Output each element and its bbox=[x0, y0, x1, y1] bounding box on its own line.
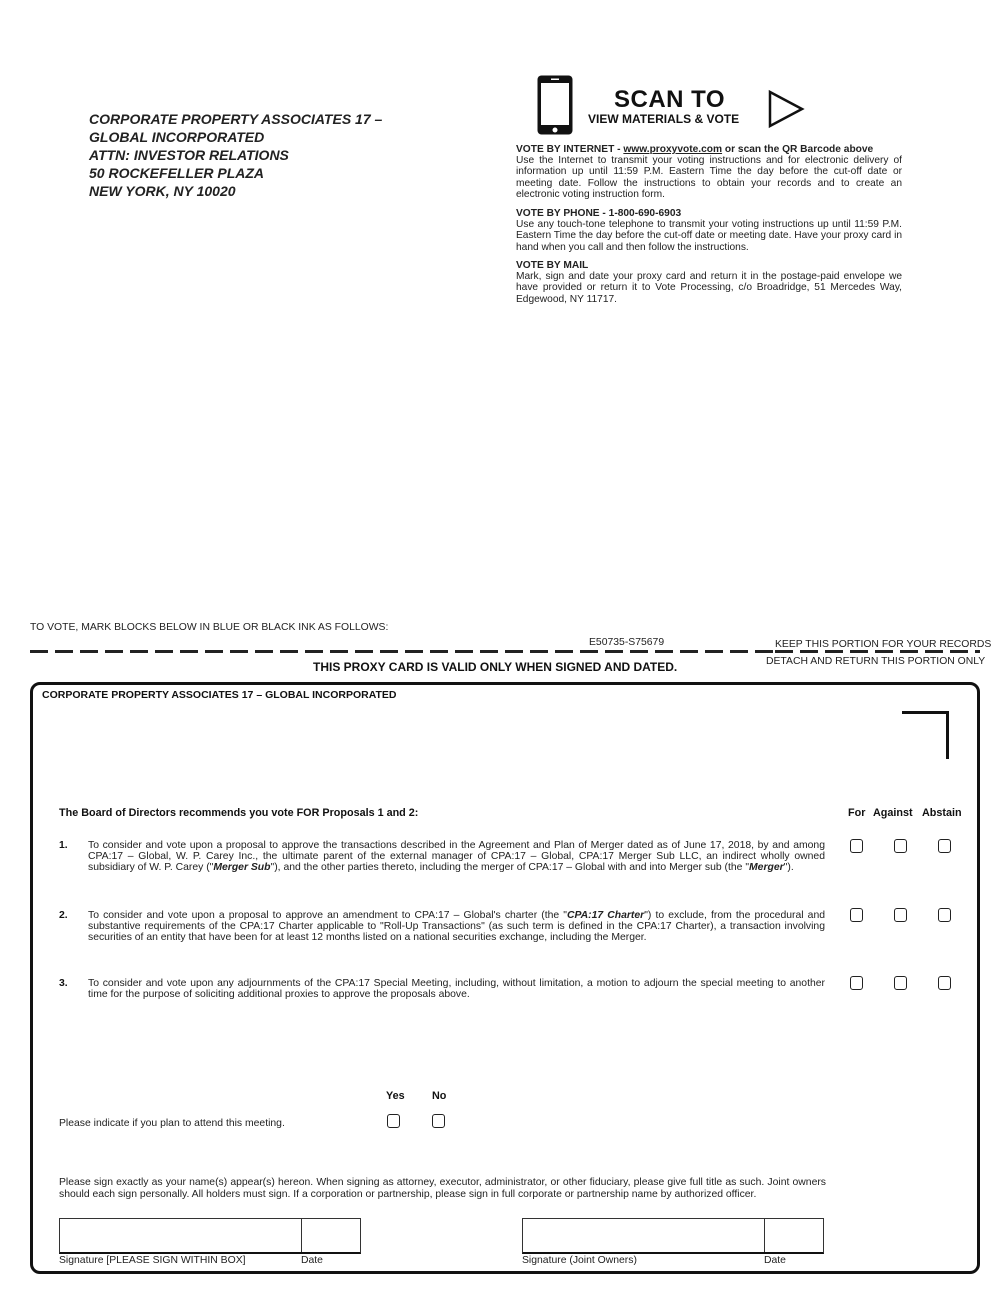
address-line-5: NEW YORK, NY 10020 bbox=[89, 183, 236, 199]
detach-line-right bbox=[775, 650, 980, 653]
registration-corner-mark bbox=[902, 711, 949, 759]
proposal-1-text-b: "), and the other parties thereto, including the merger of CPA:17 – Global with and into Merger sub (the " bbox=[270, 862, 750, 874]
vote-internet-prefix: VOTE BY INTERNET - bbox=[516, 144, 624, 155]
signing-instructions: Please sign exactly as your name(s) appear(s) hereon. When signing as attorney, executor, administrator, or other fiduciary, please give full title as such. Joint owners should each sign personally. All holders must sign. If a corporation or partnership, please sign in full corporate or partnership name by authorized officer. bbox=[59, 1177, 826, 1200]
address-line-2: GLOBAL INCORPORATED bbox=[89, 129, 265, 145]
signature-label: Signature [PLEASE SIGN WITHIN BOX] bbox=[59, 1255, 246, 1266]
proposal-1-for-checkbox[interactable] bbox=[850, 839, 863, 853]
attend-question: Please indicate if you plan to attend this meeting. bbox=[59, 1118, 285, 1129]
proposal-2-text-b: ") to exclude, from the procedural and substantive requirements of the CPA:17 Charter applicable to "Roll-Up Transactions" (as such term is defined in the CPA:17 Charter), a transaction involving securities of an entity that have been for at least 12 months listed on a national securities exchange, including the Merger. bbox=[88, 910, 825, 944]
board-recommendation: The Board of Directors recommends you vote FOR Proposals 1 and 2: bbox=[59, 807, 419, 819]
vote-internet-heading bbox=[516, 144, 902, 155]
vote-internet-suffix: or scan the QR Barcode above bbox=[722, 144, 874, 155]
vote-mail-body: Mark, sign and date your proxy card and return it in the postage-paid envelope we have provided or return it to Vote Processing, c/o Broadridge, 51 Mercedes Way, Edgewood, NY 11717. bbox=[516, 271, 902, 305]
proposal-2-abstain-checkbox[interactable] bbox=[938, 908, 951, 922]
proposal-3-abstain-checkbox[interactable] bbox=[938, 976, 951, 990]
proposal-1-abstain-checkbox[interactable] bbox=[938, 839, 951, 853]
document-id: E50735-S75679 bbox=[589, 637, 665, 648]
address-line-3: ATTN: INVESTOR RELATIONS bbox=[89, 147, 289, 163]
proposal-1-against-checkbox[interactable] bbox=[894, 839, 907, 853]
mark-instruction: TO VOTE, MARK BLOCKS BELOW IN BLUE OR BLACK INK AS FOLLOWS: bbox=[30, 622, 389, 633]
vote-mail-section bbox=[516, 260, 902, 305]
proposal-2-text-a: To consider and vote upon a proposal to approve an amendment to CPA:17 – Global's charter (the " bbox=[88, 910, 567, 921]
proposal-3-number: 3. bbox=[59, 978, 68, 989]
proxyvote-link[interactable]: www.proxyvote.com bbox=[623, 144, 723, 155]
attend-yes-label: Yes bbox=[386, 1090, 405, 1102]
keep-portion-text: KEEP THIS PORTION FOR YOUR RECORDS bbox=[775, 639, 992, 650]
proposal-1-number: 1. bbox=[59, 840, 68, 851]
joint-signature-box[interactable] bbox=[522, 1218, 824, 1254]
proposal-2-em-charter: CPA:17 Charter bbox=[566, 910, 645, 921]
joint-date-label: Date bbox=[764, 1255, 786, 1266]
play-arrow-icon bbox=[767, 89, 805, 129]
proposal-1-text-a: To consider and vote upon a proposal to approve the transactions described in the Agreement and Plan of Merger dated as of June 17, 2018, by and among CPA:17 – Global, W. P. Carey Inc., the ultimate parent of the external manager of CPA:17 – Global, CPA:17 Merger Sub LLC, an indirect wholly owned subsidiary of W. P. Carey (" bbox=[88, 840, 825, 874]
proposal-1-em-merger: Merger bbox=[749, 862, 784, 874]
vote-mail-heading: VOTE BY MAIL bbox=[516, 260, 589, 271]
card-company-name: CORPORATE PROPERTY ASSOCIATES 17 – GLOBAL INCORPORATED bbox=[42, 689, 397, 701]
attend-no-checkbox[interactable] bbox=[432, 1114, 445, 1128]
attend-no-label: No bbox=[432, 1090, 447, 1102]
proposal-2-for-checkbox[interactable] bbox=[850, 908, 863, 922]
proposal-2-against-checkbox[interactable] bbox=[894, 908, 907, 922]
vote-phone-body: Use any touch-tone telephone to transmit your voting instructions up until 11:59 P.M. Eastern Time the day before the cut-off date or meeting date. Have your proxy card in hand when you call and then follow the instructions. bbox=[516, 219, 902, 253]
detach-line bbox=[30, 650, 775, 653]
joint-signature-label: Signature (Joint Owners) bbox=[522, 1255, 637, 1266]
proposal-1-text-c: "). bbox=[783, 862, 794, 874]
signature-date-divider bbox=[301, 1219, 302, 1252]
proposal-1-text bbox=[88, 840, 825, 874]
detach-portion-text: DETACH AND RETURN THIS PORTION ONLY bbox=[766, 656, 986, 667]
vote-phone-heading: VOTE BY PHONE - 1-800-690-6903 bbox=[516, 208, 682, 219]
vote-internet-body: Use the Internet to transmit your voting instructions and for electronic delivery of information up until 11:59 P.M. Eastern Time the day before the cut-off date or meeting date. Follow the instructions to obtain your records and to create an electronic voting instruction form. bbox=[516, 155, 902, 200]
address-line-1: CORPORATE PROPERTY ASSOCIATES 17 – bbox=[89, 111, 383, 127]
address-line-4: 50 ROCKEFELLER PLAZA bbox=[89, 165, 265, 181]
signature-box[interactable] bbox=[59, 1218, 361, 1254]
proposal-1-em-merger-sub: Merger Sub bbox=[213, 862, 271, 874]
valid-notice: THIS PROXY CARD IS VALID ONLY WHEN SIGNED AND DATED. bbox=[313, 660, 678, 674]
proposal-3-against-checkbox[interactable] bbox=[894, 976, 907, 990]
scan-subtitle: VIEW MATERIALS & VOTE bbox=[588, 112, 740, 126]
scan-title: SCAN TO bbox=[614, 86, 726, 113]
column-for: For bbox=[848, 807, 866, 819]
vote-phone-section bbox=[516, 208, 902, 253]
proposal-2-number: 2. bbox=[59, 910, 68, 921]
smartphone-icon bbox=[536, 74, 574, 136]
proposal-2-text bbox=[88, 910, 825, 944]
signature-date-label: Date bbox=[301, 1255, 323, 1266]
column-against: Against bbox=[873, 807, 913, 819]
column-abstain: Abstain bbox=[922, 807, 962, 819]
attend-yes-checkbox[interactable] bbox=[387, 1114, 400, 1128]
proposal-3-for-checkbox[interactable] bbox=[850, 976, 863, 990]
joint-date-divider bbox=[764, 1219, 765, 1252]
return-address bbox=[89, 110, 382, 200]
proposal-3-text: To consider and vote upon any adjournments of the CPA:17 Special Meeting, including, without limitation, a motion to adjourn the special meeting to another time for the purpose of soliciting additional proxies to approve the proposals above. bbox=[88, 978, 825, 1001]
vote-internet-section bbox=[516, 144, 902, 200]
